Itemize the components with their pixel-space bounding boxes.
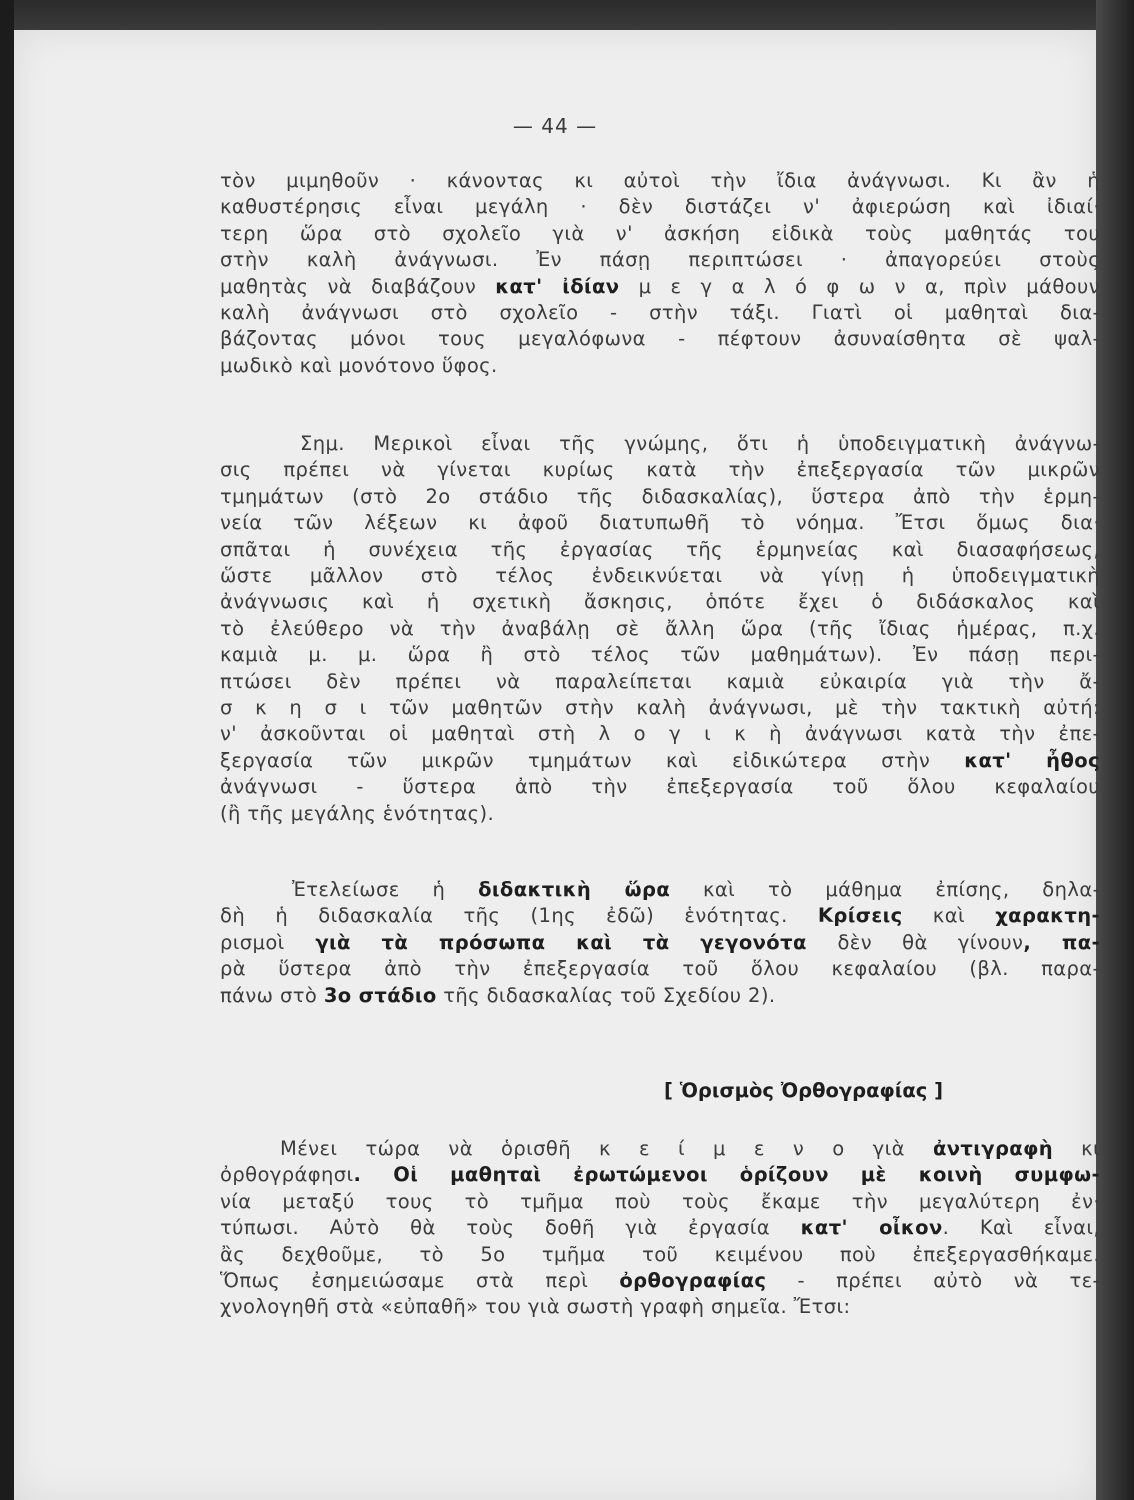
text-line: ἀνάγνωσις καὶ ἡ σχετικὴ ἄσκησις, ὁπότε ἔχει ὁ διδάσκαλος καὶ [220, 590, 1100, 613]
text-line [220, 1268, 1100, 1294]
text-line [280, 1136, 1100, 1162]
text-line: ρὰ ὕστερα ἀπὸ τὴν ἐπεξεργασία τοῦ ὅλου κεφαλαίου (βλ. παρα- [220, 957, 1100, 980]
text-line [220, 983, 1100, 1009]
emphasized-text: κατ' οἶκον [800, 1216, 943, 1239]
text-line: ἂς δεχθοῦμε, τὸ 5ο τμῆμα τοῦ κειμένου ποὺ ἐπεξεργασθήκαμε. [220, 1243, 1100, 1266]
text-run: καὶ [902, 904, 996, 927]
text-line: σις πρέπει νὰ γίνεται κυρίως κατὰ τὴν ἐπεξεργασία τῶν μικρῶν [220, 458, 1100, 481]
text-run: Ὅπως ἐσημειώσαμε στὰ περὶ [220, 1269, 620, 1292]
emphasized-text: χαρακτη- [995, 904, 1100, 927]
text-line: καθυστέρησις εἶναι μεγάλη · δὲν διστάζει ν' ἀφιερώση καὶ ἰδιαί· [220, 195, 1100, 218]
text-line: στὴν καλὴ ἀνάγνωσι. Ἐν πάσῃ περιπτώσει · ἀπαγορεύει στοὺς [220, 248, 1100, 271]
text-line: ν' ἀσκοῦνται οἱ μαθηταὶ στὴ λ ο γ ι κ ὴ ἀνάγνωσι κατὰ τὴν ἐπε- [220, 722, 1100, 745]
text-run: καὶ τὸ μάθημα ἐπίσης, δηλα- [670, 878, 1101, 901]
text-line [292, 877, 1100, 903]
text-line: χνολογηθῆ στὰ «εὐπαθῆ» του γιὰ σωστὴ γραφὴ σημεῖα. Ἔτσι: [220, 1295, 851, 1318]
text-run: ρισμοὶ [220, 931, 285, 954]
text-run: πάνω στὸ [220, 984, 324, 1007]
text-line: σπᾶται ἡ συνέχεια τῆς ἐργασίας τῆς ἑρμηνείας καὶ διασαφήσεως, [220, 538, 1100, 561]
text-run: . Καὶ εἶναι, [942, 1216, 1100, 1239]
text-run: - πρέπει αὐτὸ νὰ τε- [766, 1269, 1100, 1292]
text-line: μωδικὸ καὶ μονότονο ὕφος. [220, 354, 498, 377]
scan-border-top [0, 0, 1134, 30]
section-heading: [ Ὁρισμὸς Ὀρθογραφίας ] [664, 1079, 944, 1102]
scan-border-left [0, 0, 14, 1500]
text-run: κι [1053, 1137, 1100, 1160]
emphasized-text: κατ' ἰδίαν [495, 275, 620, 298]
text-run: δὴ ἡ διδασκαλία τῆς (1ης ἐδῶ) ἑνότητας. [220, 904, 818, 927]
text-line [220, 930, 1100, 956]
text-run: Ἐτελείωσε ἡ [292, 878, 479, 901]
text-run: μαθητὰς νὰ διαβάζουν [220, 275, 496, 298]
emphasized-text: Κρίσεις [817, 904, 903, 927]
text-line: τὸ ἐλεύθερο νὰ τὴν ἀναβάλῃ σὲ ἄλλη ὥρα (τῆς ἴδιας ἡμέρας, π.χ. [220, 617, 1100, 640]
text-line: βάζοντας μόνοι τους μεγαλόφωνα - πέφτουν ἀσυναίσθητα σὲ ψαλ- [220, 327, 1100, 350]
text-line: τερη ὥρα στὸ σχολεῖο γιὰ ν' ἀσκήση εἰδικὰ τοὺς μαθητάς του [220, 222, 1100, 245]
text-line: Σημ. Μερικοὶ εἶναι τῆς γνώμης, ὅτι ἡ ὑποδειγματικὴ ἀνάγνω- [300, 432, 1100, 455]
emphasized-text: ὀρθογραφίας [619, 1269, 767, 1292]
text-run: δὲν θὰ γίνουν [837, 931, 1024, 954]
scan-border-right [1096, 0, 1134, 1500]
text-line [220, 1162, 1100, 1188]
text-line: σ κ η σ ι τῶν μαθητῶν στὴν καλὴ ἀνάγνωσι, μὲ τὴν τακτικὴ αὐτή: [220, 696, 1100, 719]
text-line: καλὴ ἀνάγνωσι στὸ σχολεῖο - στὴν τάξι. Γιατὶ οἱ μαθηταὶ δια- [220, 301, 1100, 324]
emphasized-text: διδακτικὴ ὥρα [478, 878, 671, 901]
text-run: Μένει τώρα νὰ ὁρισθῆ κ ε ί μ ε ν ο γιὰ [280, 1137, 933, 1160]
book-page [14, 30, 1101, 1500]
text-line: πτώσει δὲν πρέπει νὰ παραλείπεται καμιὰ εὐκαιρία γιὰ τὴν ἄ- [220, 670, 1100, 693]
text-line: νία μεταξύ τους τὸ τμῆμα ποὺ τοὺς ἔκαμε τὴν μεγαλύτερη ἐν· [220, 1190, 1100, 1213]
text-line: τμημάτων (στὸ 2ο στάδιο τῆς διδασκαλίας), ὕστερα ἀπὸ τὴν ἑρμη- [220, 485, 1100, 508]
text-line: ἀνάγνωσι - ὕστερα ἀπὸ τὴν ἐπεξεργασία τοῦ ὅλου κεφαλαίου [220, 775, 1100, 798]
text-line: τὸν μιμηθοῦν · κάνοντας κι αὐτοὶ τὴν ἴδια ἀνάγνωσι. Κι ἂν ἡ [220, 169, 1100, 192]
page-number: — 44 — [512, 114, 598, 138]
text-run: ὀρθογράφησι [220, 1163, 354, 1186]
text-run: τύπωσι. Αὐτὸ θὰ τοὺς δοθῆ γιὰ ἐργασία [220, 1216, 801, 1239]
text-line [220, 274, 1100, 300]
emphasized-text: . Οἱ μαθηταὶ ἐρωτώμενοι ὁρίζουν μὲ κοινὴ συμφω- [353, 1163, 1100, 1186]
text-line [220, 748, 1100, 774]
text-line: (ἢ τῆς μεγάλης ἑνότητας). [220, 802, 495, 825]
emphasized-text: , πα- [1023, 931, 1100, 954]
emphasized-text: κατ' ἦθος [964, 749, 1100, 772]
text-line [220, 903, 1100, 929]
text-run: τῆς διδασκαλίας τοῦ Σχεδίου 2). [436, 984, 776, 1007]
text-line: καμιὰ μ. μ. ὥρα ἢ στὸ τέλος τῶν μαθημάτων). Ἐν πάσῃ περι- [220, 643, 1100, 666]
text-line: ὥστε μᾶλλον στὸ τέλος ἐνδεικνύεται νὰ γίνῃ ἡ ὑποδειγματικὴ [220, 564, 1100, 587]
emphasized-text: 3ο στάδιο [323, 984, 437, 1007]
emphasized-text: ἀντιγραφὴ [932, 1137, 1054, 1160]
text-run: ξεργασία τῶν μικρῶν τμημάτων καὶ εἰδικώτερα στὴν [220, 749, 965, 772]
emphasized-text: γιὰ τὰ πρόσωπα καὶ τὰ γεγονότα [284, 931, 838, 954]
text-line: νεία τῶν λέξεων κι ἀφοῦ διατυπωθῆ τὸ νόημα. Ἔτσι ὅμως δια· [220, 511, 1100, 534]
text-run: μ ε γ α λ ό φ ω ν α, πρὶν μάθουν [619, 275, 1100, 298]
text-line [220, 1215, 1100, 1241]
